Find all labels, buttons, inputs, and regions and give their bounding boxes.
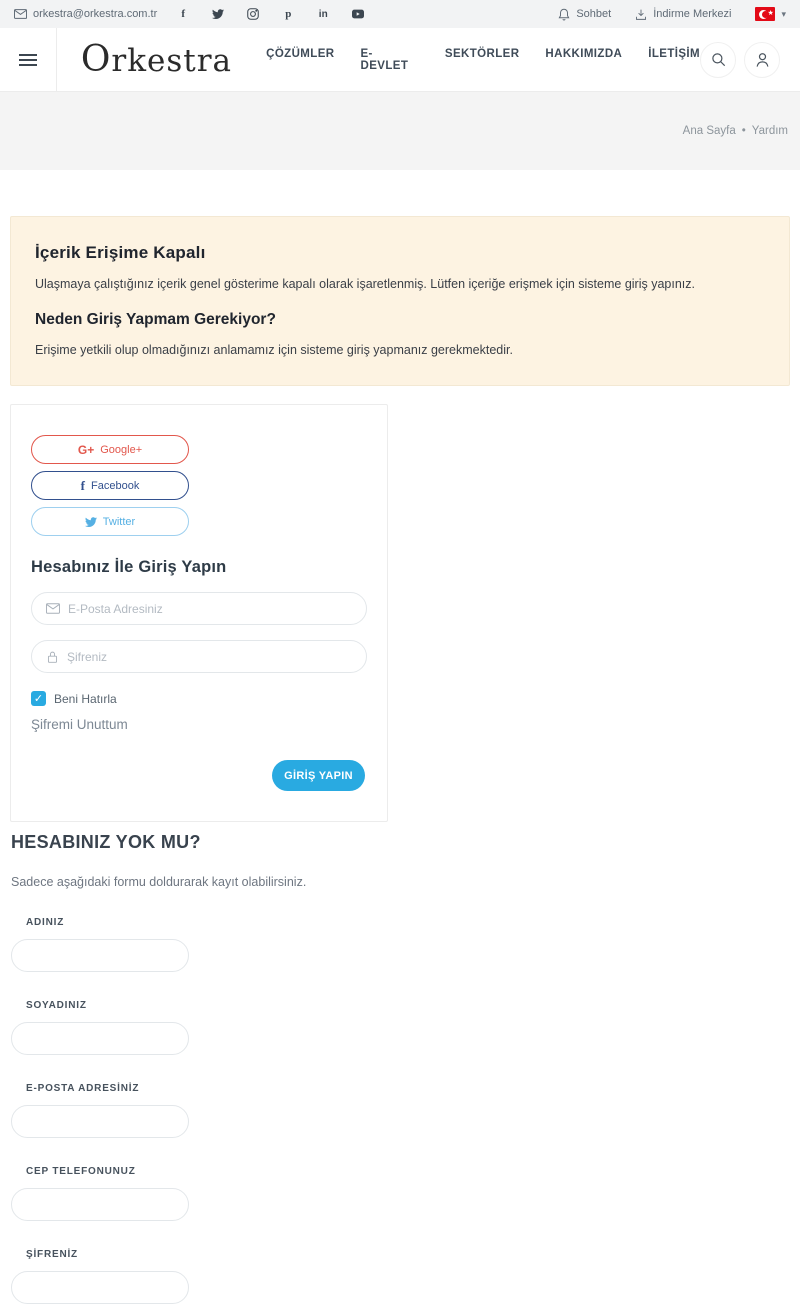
lastname-label: SOYADINIZ <box>26 1000 87 1011</box>
lastname-input[interactable] <box>11 1022 189 1055</box>
download-icon <box>635 8 647 21</box>
signup-field-firstname <box>11 917 790 972</box>
breadcrumb-home[interactable]: Ana Sayfa <box>682 125 736 137</box>
topbar-email-text: orkestra@orkestra.com.tr <box>33 8 158 20</box>
envelope-icon <box>46 603 60 614</box>
google-plus-icon: G+ <box>77 442 95 457</box>
notice-body-2: Erişime yetkili olup olmadığınızı anlamamız için sisteme giriş yapmanız gerekmektedir. <box>35 343 513 357</box>
chat-link[interactable] <box>558 8 611 21</box>
forgot-password-link[interactable]: Şifremi Unuttum <box>31 717 128 732</box>
facebook-icon: f <box>80 477 86 493</box>
signup-heading: HESABINIZ YOK MU? <box>11 832 201 852</box>
bell-icon <box>558 8 570 21</box>
notice-body: Ulaşmaya çalıştığınız içerik genel gösterime kapalı olarak işaretlenmiş. Lütfen içeriğe erişmek için sisteme giriş yapınız. <box>35 277 695 291</box>
notice-subtitle: Neden Giriş Yapmam Gerekiyor? <box>35 311 276 328</box>
twitter-login-label: Twitter <box>102 515 136 528</box>
download-center-link[interactable] <box>635 8 731 21</box>
email-field[interactable] <box>68 602 352 616</box>
nav-item-edevlet[interactable]: E-DEVLET <box>360 47 409 72</box>
signup-email-label: E-POSTA ADRESİNİZ <box>26 1083 140 1094</box>
google-login-label: Google+ <box>100 443 143 456</box>
phone-input[interactable] <box>11 1188 189 1221</box>
remember-me-row <box>31 691 367 706</box>
login-heading: Hesabınız İle Giriş Yapın <box>31 558 227 576</box>
signup-password-input[interactable] <box>11 1271 189 1304</box>
hamburger-icon <box>19 51 37 69</box>
facebook-login-label: Facebook <box>91 479 140 492</box>
chat-label: Sohbet <box>576 8 612 20</box>
twitter-icon <box>85 517 97 527</box>
email-field-wrap <box>31 592 367 625</box>
search-icon <box>711 52 726 67</box>
signup-password-label: ŞİFRENİZ <box>26 1249 78 1260</box>
account-button[interactable] <box>744 42 780 78</box>
twitter-login-button[interactable] <box>31 507 189 536</box>
turkish-flag-icon: ★ <box>755 7 775 21</box>
pinterest-icon[interactable]: p <box>285 8 292 20</box>
signup-field-phone <box>11 1166 790 1221</box>
signup-subtitle: Sadece aşağıdaki formu doldurarak kayıt olabilirsiniz. <box>11 875 307 889</box>
login-button[interactable]: GİRİŞ YAPIN <box>272 760 365 791</box>
topbar-social-links <box>177 8 364 20</box>
page-band <box>0 92 800 170</box>
nav-item-hakkimizda[interactable]: HAKKIMIZDA <box>545 47 623 60</box>
firstname-label: ADINIZ <box>26 917 65 928</box>
nav-item-cozumler[interactable]: ÇÖZÜMLER <box>266 47 335 60</box>
signup-email-input[interactable] <box>11 1105 189 1138</box>
password-field-wrap <box>31 640 367 673</box>
facebook-login-button[interactable] <box>31 471 189 500</box>
chevron-down-icon: ▾ <box>781 8 786 19</box>
youtube-icon[interactable] <box>352 8 364 20</box>
topbar-email[interactable] <box>14 8 157 20</box>
twitter-icon[interactable] <box>212 8 224 20</box>
linkedin-icon[interactable]: in <box>318 8 328 20</box>
access-notice <box>10 216 790 386</box>
remember-me-checkbox[interactable]: ✓ <box>31 691 46 706</box>
remember-me-label: Beni Hatırla <box>54 691 117 706</box>
password-field[interactable] <box>67 650 352 664</box>
login-card <box>10 404 388 822</box>
signup-section <box>11 832 790 1314</box>
main-nav <box>266 48 700 72</box>
breadcrumb-current: Yardım <box>751 125 788 137</box>
facebook-icon[interactable]: f <box>181 8 186 20</box>
notice-title: İçerik Erişime Kapalı <box>35 243 206 262</box>
google-login-button[interactable] <box>31 435 189 464</box>
phone-label: CEP TELEFONUNUZ <box>26 1166 136 1177</box>
signup-field-lastname <box>11 1000 790 1055</box>
nav-item-sektorler[interactable]: SEKTÖRLER <box>444 47 520 60</box>
breadcrumb <box>683 125 788 137</box>
topbar-right <box>558 7 786 21</box>
lock-icon <box>46 650 59 664</box>
logo[interactable]: Orkestra <box>80 39 233 80</box>
header-actions <box>700 42 800 78</box>
signup-field-password <box>11 1249 790 1304</box>
instagram-icon[interactable] <box>247 8 259 20</box>
nav-item-iletisim[interactable]: İLETİŞİM <box>648 47 700 60</box>
envelope-icon <box>14 9 27 19</box>
download-label: İndirme Merkezi <box>653 8 732 20</box>
main-header <box>0 28 800 92</box>
firstname-input[interactable] <box>11 939 189 972</box>
signup-field-email <box>11 1083 790 1138</box>
user-icon <box>755 52 770 68</box>
language-selector[interactable] <box>755 7 786 21</box>
menu-button[interactable] <box>0 28 57 91</box>
breadcrumb-separator: • <box>741 125 746 137</box>
search-button[interactable] <box>700 42 736 78</box>
topbar <box>0 0 800 28</box>
